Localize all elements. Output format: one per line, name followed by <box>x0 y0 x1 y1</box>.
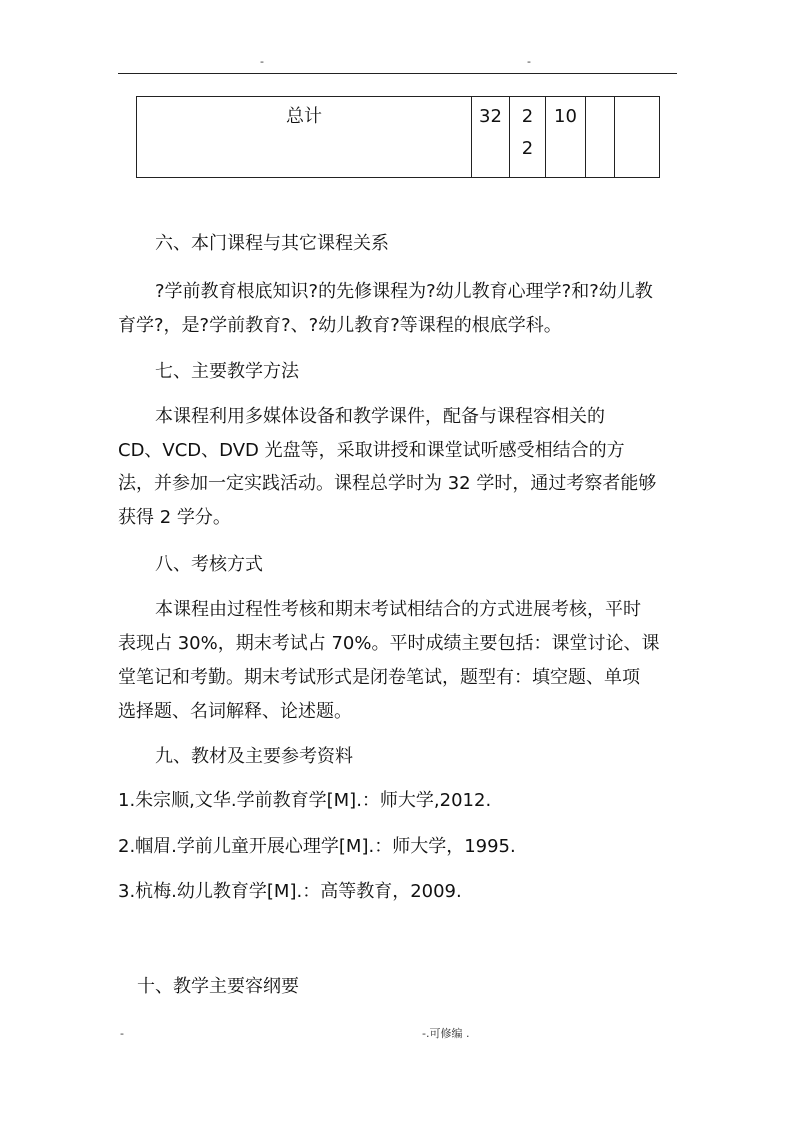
table-row <box>137 97 660 178</box>
hours-summary-table <box>136 96 660 178</box>
total-label-cell: 总计 <box>137 97 472 178</box>
section-8-paragraph-line: 本课程由过程性考核和期末考试相结合的方式进展考核，平时 <box>155 599 641 620</box>
footer-editable-note: -.可修编 . <box>422 1027 470 1040</box>
lecture-hours-value: 22 <box>521 106 534 159</box>
header-mark-left: - <box>260 55 264 68</box>
reference-item: 2.帼眉.学前儿童开展心理学[M].：师大学，1995. <box>118 836 516 857</box>
section-8-paragraph-line: 堂笔记和考勤。期末考试形式是闭卷笔试，题型有：填空题、单项 <box>118 667 640 688</box>
section-6-heading: 六、本门课程与其它课程关系 <box>155 233 389 254</box>
section-7-paragraph-line: 获得 2 学分。 <box>118 507 231 528</box>
section-6-paragraph-line: 育学?，是?学前教育?、?幼儿教育?等课程的根底学科。 <box>118 315 562 336</box>
empty-cell-1 <box>586 97 615 178</box>
lecture-hours-cell <box>510 97 546 178</box>
header-rule <box>118 73 677 74</box>
section-8-paragraph-line: 表现占 30%，期末考试占 70%。平时成绩主要包括：课堂讨论、课 <box>118 633 660 654</box>
reference-item: 3.杭梅.幼儿教育学[M].：高等教育，2009. <box>118 881 462 902</box>
footer-mark-left: - <box>120 1027 124 1040</box>
section-6-paragraph-line: ?学前教育根底知识?的先修课程为?幼儿教育心理学?和?幼儿教 <box>155 281 653 302</box>
section-7-heading: 七、主要教学方法 <box>155 361 299 382</box>
header-mark-right: - <box>527 55 531 68</box>
reference-item: 1.朱宗顺,文华.学前教育学[M].：师大学,2012. <box>118 790 492 811</box>
section-8-heading: 八、考核方式 <box>155 554 263 575</box>
empty-cell-2 <box>615 97 660 178</box>
section-7-paragraph-line: CD、VCD、DVD 光盘等，采取讲授和课堂试听感受相结合的方 <box>118 440 625 461</box>
section-9-heading: 九、教材及主要参考资料 <box>155 746 353 767</box>
section-7-paragraph-line: 本课程利用多媒体设备和教学课件，配备与课程容相关的 <box>155 406 605 427</box>
section-7-paragraph-line: 法，并参加一定实践活动。课程总学时为 32 学时，通过考察者能够 <box>118 473 657 494</box>
section-8-paragraph-line: 选择题、名词解释、论述题。 <box>118 701 352 722</box>
total-hours-cell: 32 <box>472 97 510 178</box>
practice-hours-cell: 10 <box>546 97 586 178</box>
section-10-heading: 十、教学主要容纲要 <box>137 976 299 997</box>
